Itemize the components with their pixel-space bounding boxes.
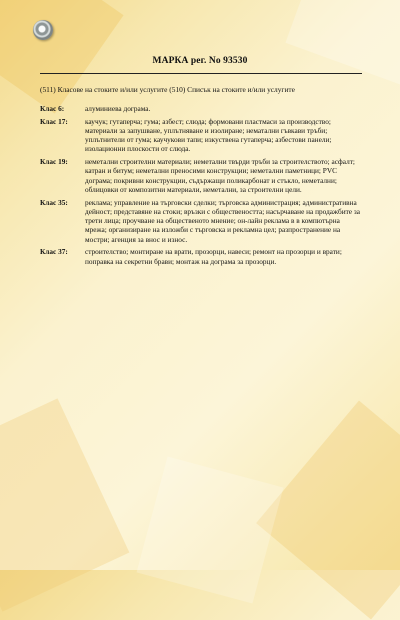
class-row-17 xyxy=(40,117,362,154)
class-label: Клас 37: xyxy=(40,247,68,257)
class-description: алуминиева дограма. xyxy=(85,104,151,113)
class-description: каучук; гутаперча; гума; азбест; слюда; формовани пластмаси за производство; материали за запушване, уплътняване и изолиране; нематални гъвкави тръби; уплътнители от гума; каучукови тапи; изкуствена гутаперча; азбестови панели; изолационни плоскости от слюда. xyxy=(85,116,332,154)
class-label: Клас 35: xyxy=(40,197,68,207)
class-row-6 xyxy=(40,104,362,113)
class-row-35 xyxy=(40,198,362,244)
column-headings: (511) Класове на стоките и/или услугите (510) Списък на стоките и/или услугите xyxy=(40,85,295,94)
class-description: неметални строителни материали; неметални твърди тръби за строителството; асфалт; катран и битум; неметални преносими конструкции; неметални паметници; PVC дограма; покривни конструкции, съдържащи поликарбонат и стъкло, неметални; облицовки от композитни материали, неметални, за строителни цели. xyxy=(85,157,355,194)
background-facet xyxy=(0,398,129,611)
class-label: Клас 19: xyxy=(40,157,68,167)
grommet-icon xyxy=(33,20,53,40)
class-description: реклама; управление на търговски сделки; търговска администрация; административна дейност; представяне на стоки; връзки с обществеността; насърчаване на продажбите за трети лица; проучване на общественото мнение; он-лайн реклама в в компютърна мрежа; организиране на изложби с търговска и рекламна цел; разпространение на мостри; агенция за внос и износ. xyxy=(85,197,360,244)
background-facet xyxy=(256,401,400,620)
title-divider xyxy=(40,73,362,74)
class-label: Клас 6: xyxy=(40,104,65,113)
document-title: МАРКА рег. No 93530 xyxy=(152,56,248,66)
background-facet xyxy=(137,457,284,604)
class-row-37 xyxy=(40,247,362,266)
background-facet xyxy=(285,0,400,91)
class-label: Клас 17: xyxy=(40,116,68,126)
class-list xyxy=(40,104,362,269)
class-row-19 xyxy=(40,157,362,194)
class-description: строителство; монтиране на врати, прозорци, навеси; ремонт на прозорци и врати; поправка на секретни брави; монтаж на дограма за прозорци. xyxy=(85,247,342,266)
